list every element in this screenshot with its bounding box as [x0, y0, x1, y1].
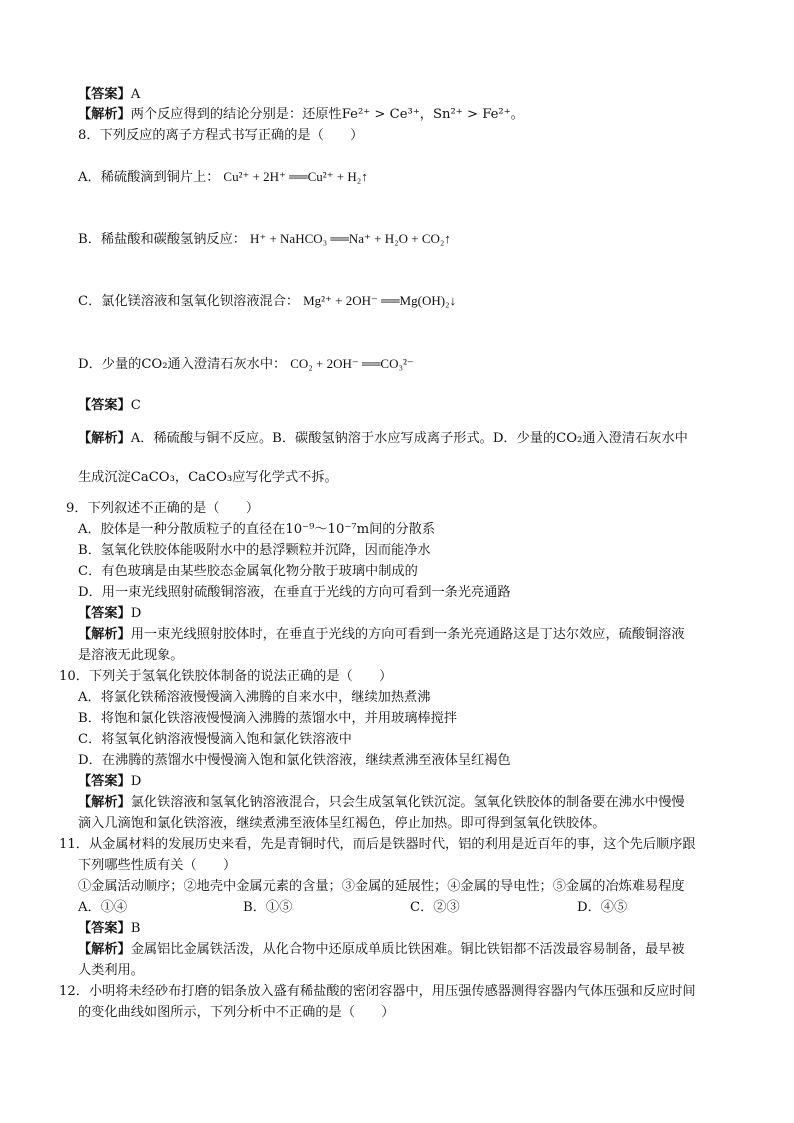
analysis-text: A．稀硫酸与铜不反应。B．碳酸氢钠溶于水应写成离子形式。D．少量的CO₂通入澄清石灰水中: [130, 431, 688, 446]
q9-analysis-line1: [78, 626, 685, 644]
option-formula: H⁺ + NaHCO₃ ══Na⁺ + H₂O + CO₂↑: [249, 231, 451, 246]
option-text: D．少量的CO₂通入澄清石灰水中：: [78, 357, 287, 372]
q9-analysis-line2: 是溶液无此现象。: [78, 648, 184, 663]
q10-option-d: D．在沸腾的蒸馏水中慢慢滴入饱和氯化铁溶液，继续煮沸至液体呈红褐色: [78, 753, 511, 768]
answer-value: B: [130, 921, 141, 936]
q10-option-b: B．将饱和氯化铁溶液慢慢滴入沸腾的蒸馏水中，并用玻璃棒搅拌: [78, 711, 457, 726]
q11-stem-line2: 下列哪些性质有关（ ）: [78, 858, 237, 873]
answer-value: D: [130, 606, 142, 621]
q11-answer: [78, 920, 140, 938]
q8-analysis-line2: 生成沉淀CaCO₃，CaCO₃应写化学式不拆。: [78, 470, 338, 485]
answer-value: A: [130, 87, 141, 102]
analysis-tag: 【解析】: [78, 627, 131, 642]
answer-tag: 【答案】: [78, 921, 131, 936]
q8-option-c: [78, 292, 456, 311]
answer-tag: 【答案】: [78, 87, 131, 102]
analysis-tag: 【解析】: [78, 107, 131, 122]
option-formula: CO₂ + 2OH⁻ ══CO₃²⁻: [290, 356, 414, 371]
q11-option-a: A．①④: [78, 900, 128, 915]
answer-tag: 【答案】: [78, 398, 131, 413]
q11-option-d: D．④⑤: [577, 900, 628, 915]
q8-option-a: [78, 168, 368, 187]
q11-stem-line1: 11．从金属材料的发展历史来看，先是青铜时代，而后是铁器时代，铝的利用是近百年的事，这个先后顺序跟: [59, 837, 696, 852]
q9-option-c: C．有色玻璃是由某些胶态金属氧化物分散于玻璃中制成的: [78, 564, 418, 579]
answer-tag: 【答案】: [78, 774, 131, 789]
answer-tag: 【答案】: [78, 606, 131, 621]
q8-option-b: [78, 230, 451, 249]
q12-stem-line2: 的变化曲线如图所示，下列分析中不正确的是（ ）: [78, 1005, 395, 1020]
q11-analysis-line2: 人类利用。: [78, 963, 144, 978]
q9-option-b: B．氢氧化铁胶体能吸附水中的悬浮颗粒并沉降，因而能净水: [78, 543, 431, 558]
q8-stem: 8．下列反应的离子方程式书写正确的是（ ）: [78, 128, 364, 143]
analysis-text: 用一束光线照射胶体时，在垂直于光线的方向可看到一条光亮通路这是丁达尔效应，硫酸铜溶液: [130, 627, 685, 642]
analysis-tag: 【解析】: [78, 431, 131, 446]
q11-option-c: C．②③: [410, 900, 460, 915]
analysis-text: 金属铝比金属铁活泼，从化合物中还原成单质比铁困难。铜比铁铝都不活泼最容易制备，最早被: [130, 942, 685, 957]
q10-analysis-line2: 滴入几滴饱和氯化铁溶液，继续煮沸至液体呈红褐色，停止加热。即可得到氢氧化铁胶体。: [78, 816, 606, 831]
q8-analysis-line1: [78, 430, 688, 448]
q11-items: ①金属活动顺序；②地壳中金属元素的含量；③金属的延展性；④金属的导电性；⑤金属的冶炼难易程度: [78, 879, 685, 894]
q9-option-d: D．用一束光线照射硫酸铜溶液，在垂直于光线的方向可看到一条光亮通路: [78, 585, 511, 600]
option-formula: Cu²⁺ + 2H⁺ ══Cu²⁺ + H₂↑: [223, 169, 368, 184]
q8-option-d: [78, 355, 414, 374]
answer-value: D: [130, 774, 142, 789]
analysis-text: 氯化铁溶液和氢氧化钠溶液混合，只会生成氢氧化铁沉淀。氢氧化铁胶体的制备要在沸水中慢慢: [130, 795, 685, 810]
option-text: A．稀硫酸滴到铜片上：: [78, 170, 220, 185]
q7-analysis: [78, 106, 524, 124]
q10-option-c: C．将氢氧化钠溶液慢慢滴入饱和氯化铁溶液中: [78, 732, 352, 747]
q12-stem-line1: 12．小明将未经砂布打磨的铝条放入盛有稀盐酸的密闭容器中，用压强传感器测得容器内气体压强和反应时间: [59, 984, 696, 999]
option-text: B．稀盐酸和碳酸氢钠反应：: [78, 232, 246, 247]
q9-stem: 9．下列叙述不正确的是（ ）: [66, 501, 260, 516]
analysis-tag: 【解析】: [78, 942, 131, 957]
option-text: C．氯化镁溶液和氢氧化钡溶液混合：: [78, 294, 300, 309]
q7-answer: [78, 86, 140, 104]
q9-option-a: A．胶体是一种分散质粒子的直径在10⁻⁹～10⁻⁷m间的分散系: [78, 522, 436, 537]
q8-answer: [78, 397, 141, 415]
q10-option-a: A．将氯化铁稀溶液慢慢滴入沸腾的自来水中，继续加热煮沸: [78, 690, 431, 705]
q9-answer: [78, 605, 141, 623]
option-formula: Mg²⁺ + 2OH⁻ ══Mg(OH)₂↓: [303, 293, 457, 308]
q11-analysis-line1: [78, 941, 685, 959]
analysis-text: 两个反应得到的结论分别是：还原性Fe²⁺ > Ce³⁺，Sn²⁺ > Fe²⁺。: [130, 107, 524, 122]
q10-answer: [78, 773, 141, 791]
q10-analysis-line1: [78, 794, 685, 812]
analysis-tag: 【解析】: [78, 795, 131, 810]
answer-value: C: [130, 398, 141, 413]
q11-option-b: B．①⑤: [243, 900, 293, 915]
q10-stem: 10．下列关于氢氧化铁胶体制备的说法正确的是（ ）: [59, 669, 393, 684]
